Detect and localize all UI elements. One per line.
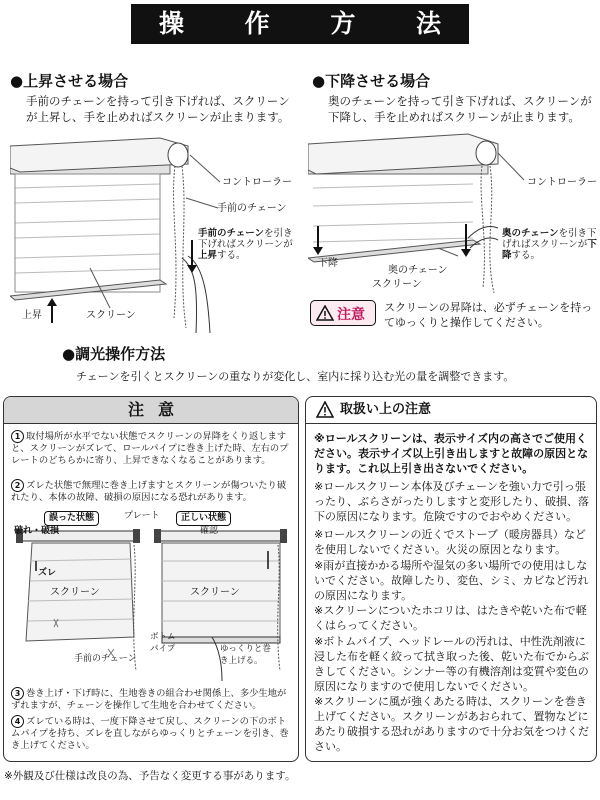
dimming-body: チェーンを引くとスクリーンの重なりが変化し、室内に採り込む光の量を調整できます。 [76,370,515,383]
lower-note-bold: 奥のチェーン [502,228,559,239]
lower-note-mid: を引き下げればスクリーンが [502,228,597,250]
raise-body: 手前のチェーンを持って引き下げれば、スクリーンが上昇し、手を止めればスクリーンが止まります。 [26,94,290,124]
raise-front-chain-label: 手前のチェーン [217,203,287,214]
slowly-label: ゆっくりと巻き上げる。 [220,644,271,666]
caution-item-1-num: 1 [11,430,24,443]
lower-note-end: 下降 [502,239,597,261]
caution-front-chain-label: 手前のチェーン [74,654,137,664]
handling-box-title: 取扱い上の注意 [340,402,432,417]
handling-box-header [306,397,596,424]
caution-item-1 [11,430,291,467]
raise-screen-label: スクリーン [86,310,136,321]
lower-caution-chip-label: 注意 [337,307,365,323]
raise-controller-label: コントローラー [222,177,292,188]
handling-item-7: ※スクリーンに風が強くあたる時は、スクリーンを巻き上げてください。スクリーンがあおられて、置物などにあたり破損する恐れがありますので十分お気をつけください。 [314,695,589,753]
lower-heading: ●下降させる場合 [312,72,431,90]
lower-caution-chip [310,300,376,326]
plate-label: プレート [124,511,160,521]
warning-icon [316,401,334,418]
caution-item-4-num: 4 [11,715,24,728]
lower-back-chain-label: 奥のチェーン [388,265,448,276]
lower-note [502,228,598,261]
caution-item-2-num: 2 [11,479,24,492]
correct-state-label: 正しい状態 [176,511,231,526]
caution-item-3-text: 巻き上げ・下げ時に、生地巻きの組合わせ関係上、多少生地がずれますが、チェーンを操作して生地を合わせてください。 [11,688,287,711]
raise-note-mid: を引き下げればスクリーンが [198,228,293,250]
warning-icon [316,305,334,321]
lower-controller-label: コントローラー [527,177,597,188]
handling-item-1: ※ロールスクリーンは、表示サイズ内の高さでご使用ください。表示サイズ以上引き出しますと故障の原因となります。これ以上引き出さないでください。 [314,432,589,475]
caution-item-2-text: ズレた状態で無理に巻き上げますとスクリーンが傷ついたり破れたり、本体の故障、破損の原因になる恐れがあります。 [11,480,287,503]
caution-item-3-num: 3 [11,687,24,700]
lower-caution-text: スクリーンの昇降は、必ずチェーンを持ってゆっくりと操作してください。 [384,301,593,329]
handling-item-3: ※ロールスクリーンの近くでストーブ（暖房器具）などを使用しないでください。火災の原因となります。 [314,528,586,556]
raise-heading: ●上昇させる場合 [10,72,129,90]
lower-illustration [308,128,600,298]
lower-note-tail: する。 [511,250,541,261]
handling-box [305,396,597,762]
lower-body: 奥のチェーンを持って引き下げれば、スクリーンが下降し、手を止めればスクリーンが止まります。 [328,94,592,124]
footer-note: ※外観及び仕様は改良の為、予告なく変更する事があります。 [4,770,296,782]
page-title: 操 作 方 法 [131,4,469,44]
handling-item-2: ※ロールスクリーン本体及びチェーンを強い力で引っ張ったり、ぶらさがったりしますと変形したり、破損、落下の原因になります。危険ですのでおやめください。 [314,480,589,523]
caution-box-title: 注意 [4,397,298,424]
handling-item-6: ※ボトムパイプ、ヘッドレールの汚れは、中性洗剤液に浸した布を軽く絞って拭き取った後、乾いた布でからぶきしてください。シンナー等の有機溶剤は変質や変色の原因になりますので使用しないでください。 [314,635,589,693]
dimming-heading: ●調光操作方法 [62,345,166,363]
raise-note-tail: する。 [217,250,246,261]
caution-item-4 [11,715,291,752]
correct-screen-label: スクリーン [190,587,240,598]
shift-label: ズレ [38,568,57,578]
wrong-screen-label: スクリーン [50,587,100,598]
bottom-pipe-label: ボトムパイプ [150,632,176,654]
lower-direction-label: 下降 [318,258,338,269]
lower-screen-label: スクリーン [372,279,422,290]
raise-note-end: 上昇 [198,250,218,261]
handling-item-4: ※雨が直接かかる場所や湿気の多い場所での使用はしないでください。故障したり、変色、シミ、カビなど汚れの原因になります。 [314,559,589,602]
check-label: 確認 [200,526,219,536]
broken-label: 破れ・破損 [14,526,60,536]
caution-item-4-text: ズレている時は、一度下降させて戻し、スクリーンの下のボトムパイプを持ち、ズレを直しながらゆっくりとチェーンを引き、巻き上げてください。 [11,716,289,751]
caution-item-3 [11,687,291,712]
caution-box [3,396,299,762]
raise-direction-label: 上昇 [22,310,42,321]
caution-item-1-text: 取付場所が水平でない状態でスクリーンの昇降をくり返しますと、スクリーンがズレて、ロールパイプに巻き上げた時、左右のプレートのどちらかに寄り、上昇できなくなることがあります。 [11,431,289,466]
raise-note [198,228,294,261]
wrong-state-label: 誤った状態 [44,511,99,526]
caution-item-2 [11,479,291,504]
handling-item-5: ※スクリーンについたホコリは、はたきや乾いた布で軽くはらってください。 [314,604,587,632]
raise-note-bold: 手前のチェーン [198,228,265,239]
